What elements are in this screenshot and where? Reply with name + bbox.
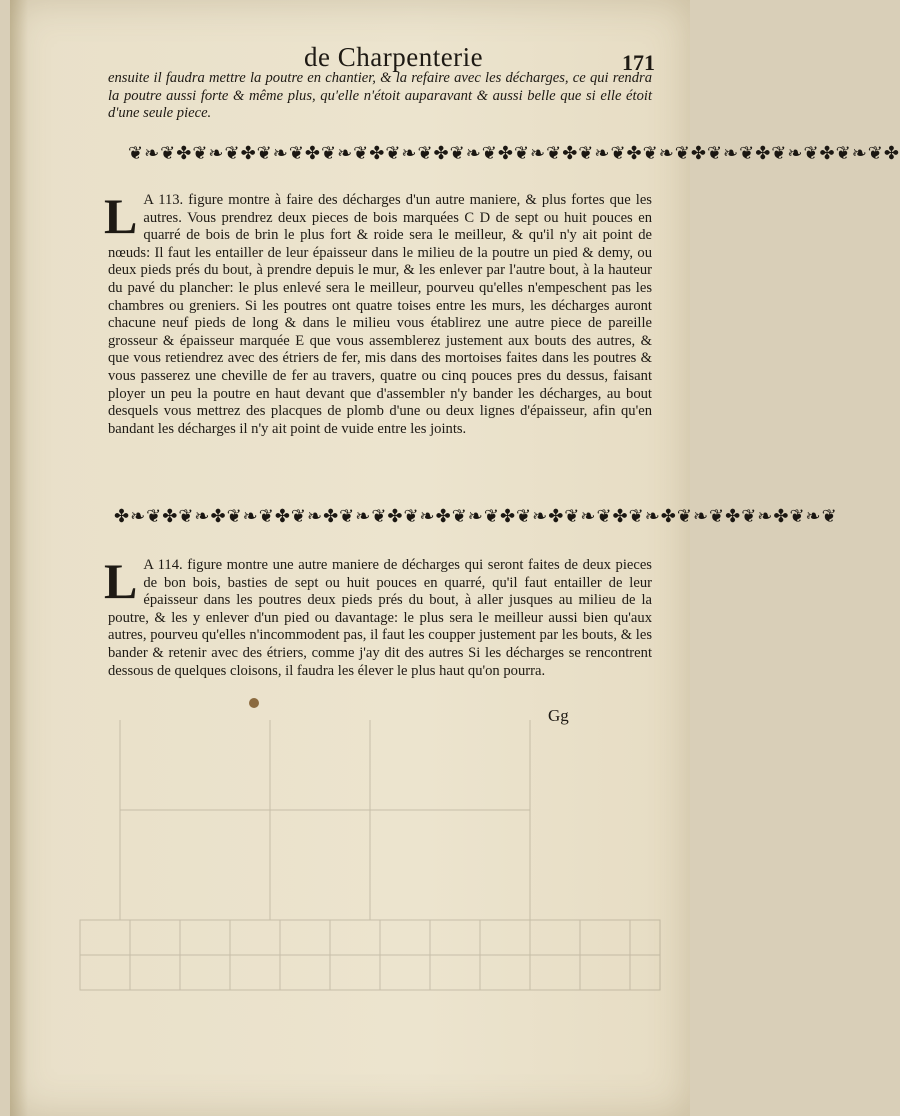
catchword: Gg xyxy=(548,706,569,725)
page-number: 171 xyxy=(622,50,655,75)
book-page xyxy=(10,0,900,1116)
intro-paragraph: ensuite il faudra mettre la poutre en chantier, & la refaire avec les décharges, ce qui rendra la poutre aussi forte & même plus, qu'elle n'étoit auparavant & aussi belle que si elle étoit d'une seule piece. xyxy=(108,70,652,122)
paragraph-figure-113 xyxy=(104,188,652,438)
ornament-band-1: ❦❧❦✤❦❧❦✤❦❧❦✤❦❧❦✤❦❧❦✤❦❧❦✤❦❧❦✤❦❧❦✤❦❧❦✤❦❧❦✤❦❧❦✤❦❧❦✤ xyxy=(128,143,900,164)
paragraph-figure-114 xyxy=(104,553,652,680)
drop-cap-114: L xyxy=(104,553,138,609)
ornament-band-2: ✤❧❦✤❦❧✤❦❧❦✤❦❧✤❦❧❦✤❦❧✤❦❧❦✤❦❧✤❦❧❦✤❦❧✤❦❧❦✤❦❧✤❦❧❦ xyxy=(114,506,838,527)
ink-stain xyxy=(249,698,259,708)
paragraph-113-text: A 113. figure montre à faire des décharges d'un autre maniere, & plus fortes que les autres. Vous prendrez deux pieces de bois marquées C D de sept ou huit pouces en quarré de bois de brin le plus fort & roide sera le meilleur, & qu'il n'y ait point de nœuds: Il faut les entailler de leur épaisseur dans le milieu de la poutre un pied & demy, ou deux pieds prés du bout, à prendre depuis le mur, & les enlever par l'autre bout, à la hauteur du pavé du plancher: le plus enlevé sera le meilleur, pourveu qu'elles n'empeschent pas les chambres ou greniers. Si les poutres ont quatre toises entre les murs, les décharges auront chacune neuf pieds de long & dans le milieu vous établirez une autre piece de pareille grosseur & épaisseur marquée E que vous assemblerez justement aux bouts des autres, & que vous retiendrez avec des étriers de fer, mis dans des mortoises faites dans les poutres & vous passerez une cheville de fer au travers, quatre ou cinq pouces pres du dessus, faisant ployer un peu la poutre en haut devant que d'assembler n'y bander les décharges, au bout desquels vous mettrez des placques de plomb d'une ou deux lignes d'épaisseur, afin qu'en bandant les décharges il n'y ait point de vuide entre les joints. xyxy=(108,192,652,437)
running-title: de Charpenterie xyxy=(304,42,484,72)
drop-cap-113: L xyxy=(104,188,138,244)
paragraph-114-text: A 114. figure montre une autre maniere de décharges qui seront faites de deux pieces de bon bois, basties de sept ou huit pouces en quarré, qu'il faut entailler de leur épaisseur dans les poutres deux pieds prés du bout, à aller jusques au milieu de la poutre, & les y enlever d'un pied ou davantage: le plus sera le meilleur aussi bien qu'aux autres, pourveu qu'elles n'incommodent pas, il faut les coupper justement par les bouts, & les bander & retenir avec des étriers, comme j'ay dit des autres Si les décharges se rencontrent dessous de quelques cloisons, il faudra les élever le plus haut qu'on pourra. xyxy=(108,557,652,679)
show-through-drawing xyxy=(70,720,670,1020)
